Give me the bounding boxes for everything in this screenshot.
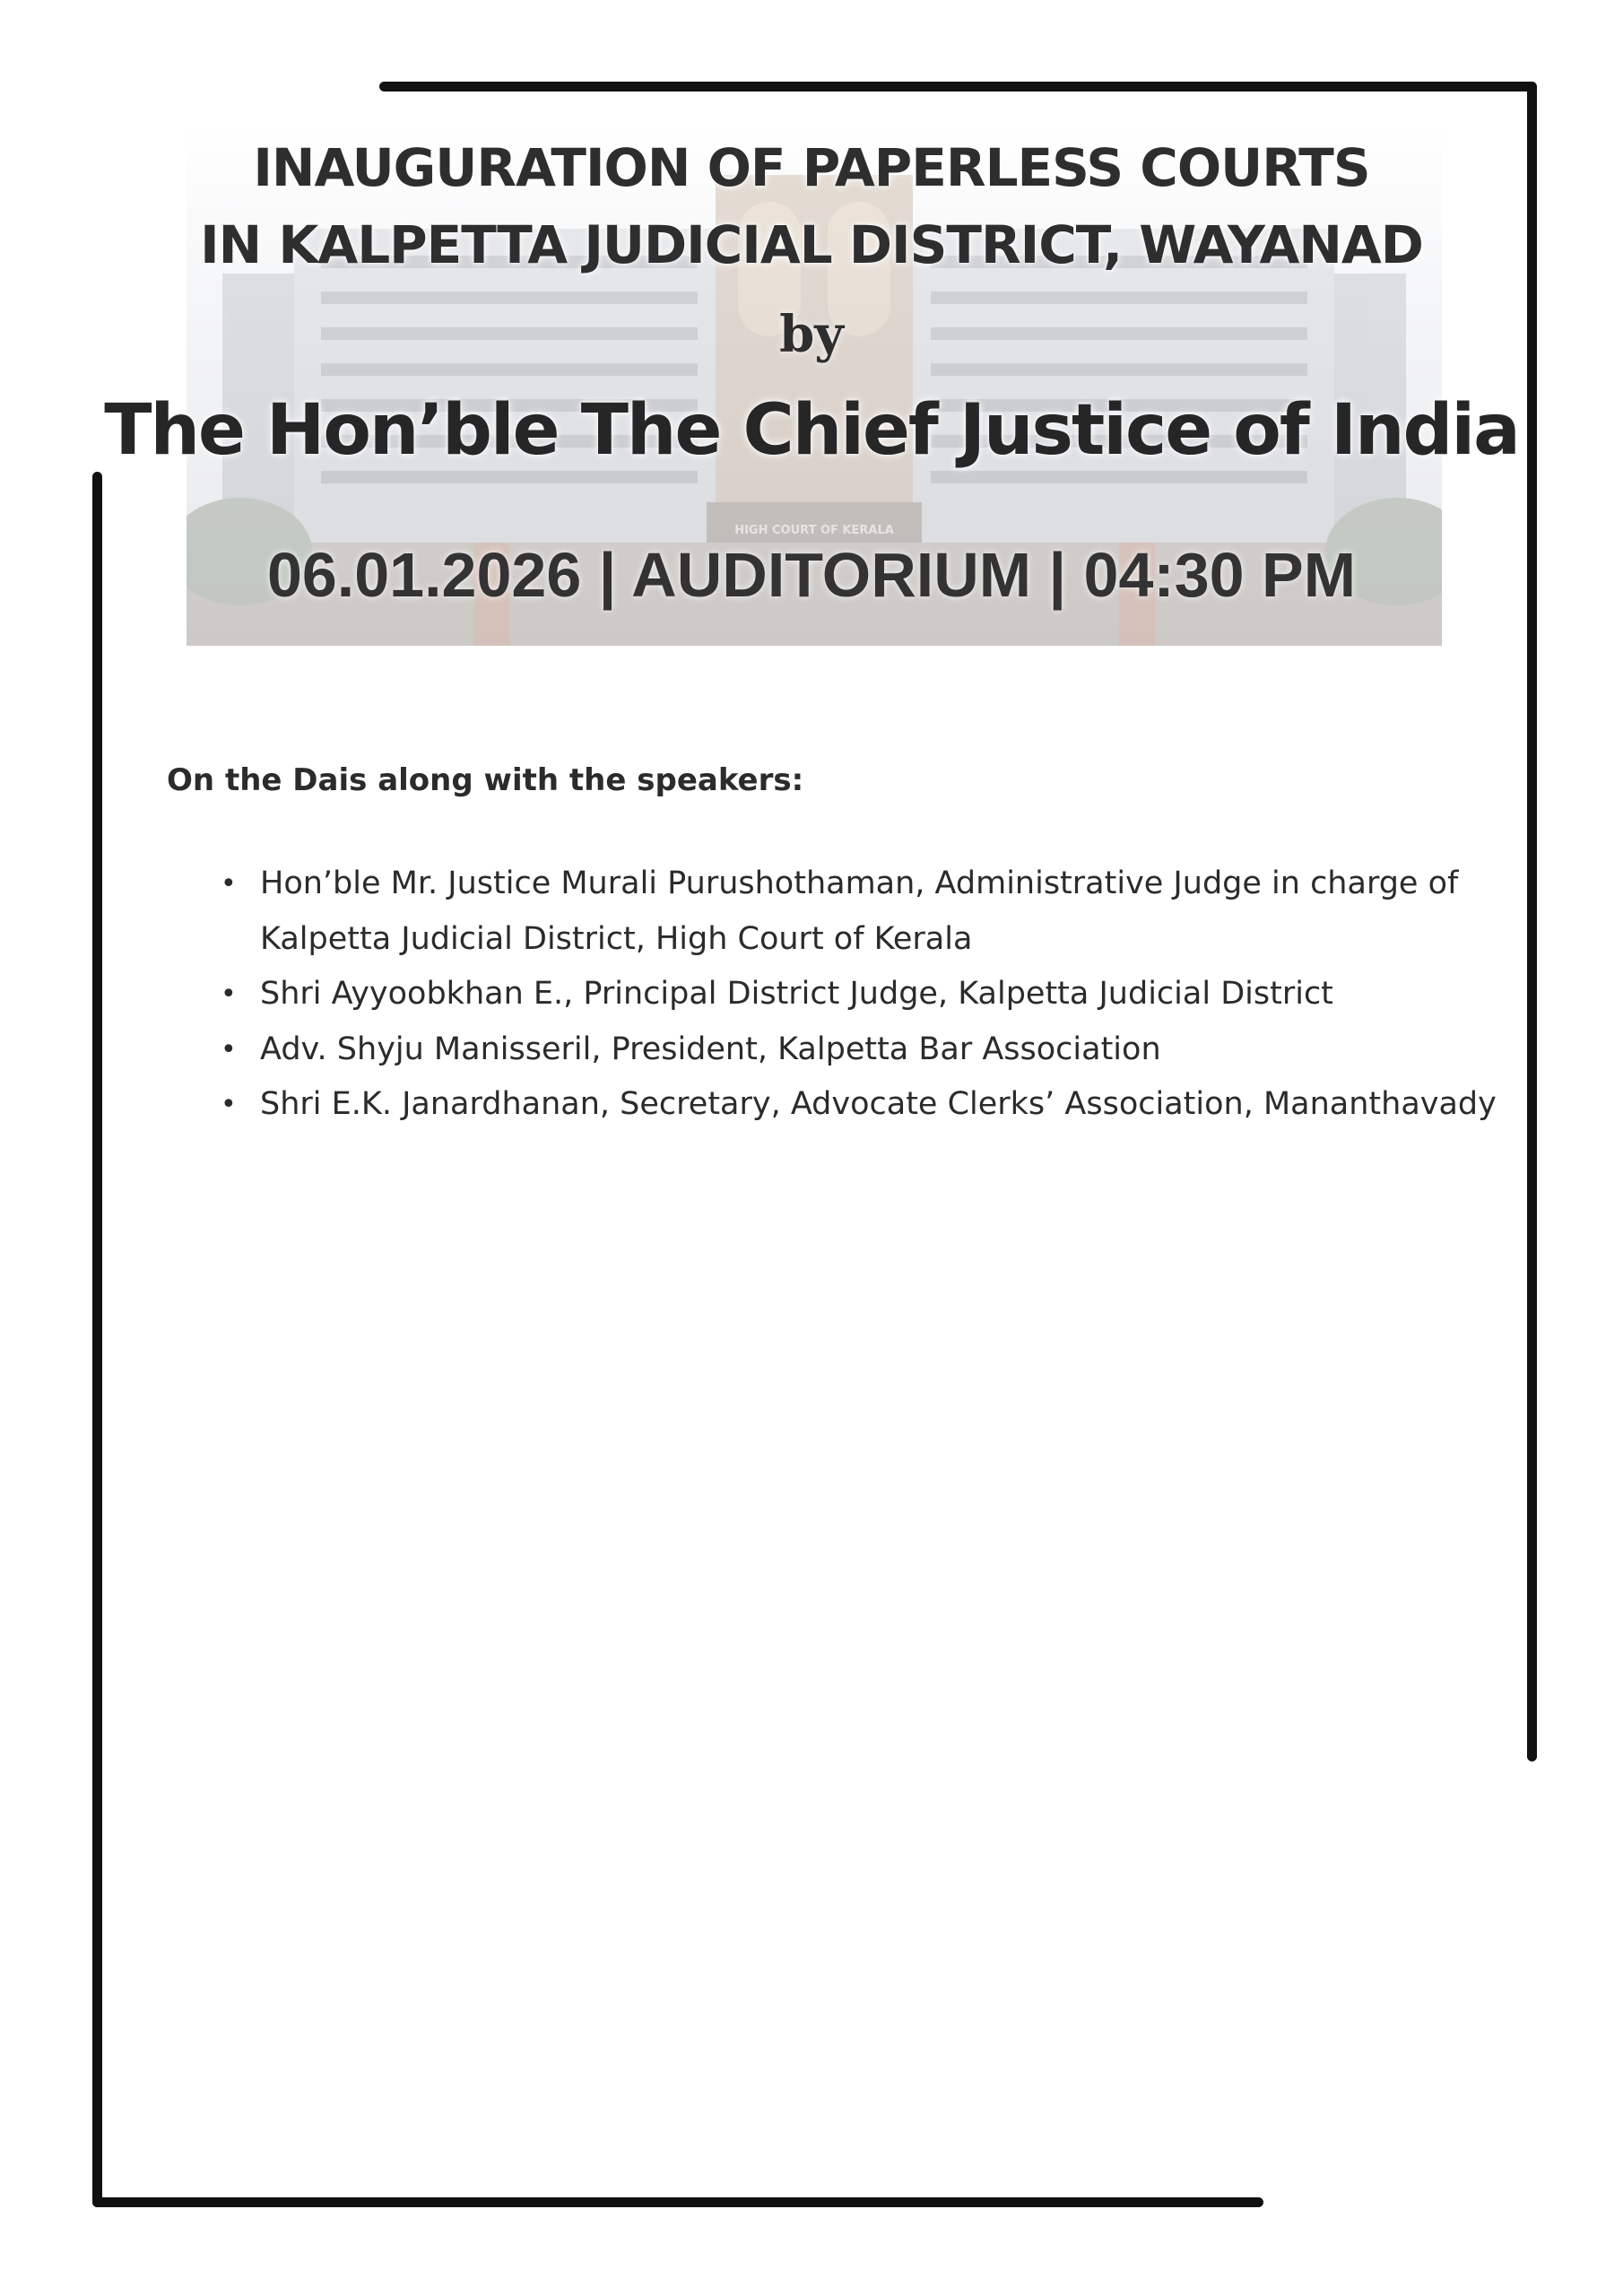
event-details: 06.01.2026 | AUDITORIUM | 04:30 PM [266,540,1357,610]
frame-top-line [379,82,1536,91]
title-line-2: IN KALPETTA JUDICIAL DISTRICT, WAYANAD [200,214,1423,275]
bullet-icon: • [221,868,237,900]
bullet-icon: • [221,978,237,1010]
list-item [221,1022,1512,1078]
dais-member-3: Adv. Shyju Manisseril, President, Kalpetta Bar Association [260,1031,1161,1067]
dais-members-list [221,857,1512,1133]
frame-left-line [92,472,102,2207]
title-line-1: INAUGURATION OF PAPERLESS COURTS [253,137,1370,198]
dais-member-1: Hon’ble Mr. Justice Murali Purushothaman, Administrative Judge in charge of Kalpetta Judicial District, High Court of Kerala [260,865,1459,957]
bullet-icon: • [221,1089,237,1120]
frame-bottom-line [92,2197,1263,2207]
building-sign-text: HIGH COURT OF KERALA [734,524,894,537]
bullet-icon: • [221,1033,237,1065]
dais-member-2: Shri Ayyoobkhan E., Principal District Judge, Kalpetta Judicial District [260,976,1333,1012]
list-item [221,857,1512,967]
chief-guest-title: The Hon’ble The Chief Justice of India [104,390,1519,471]
list-item [221,967,1512,1022]
dais-heading: On the Dais along with the speakers: [167,762,804,798]
list-item [221,1077,1512,1133]
by-text: by [779,305,844,364]
dais-member-4: Shri E.K. Janardhanan, Secretary, Advocate Clerks’ Association, Mananthavady [260,1086,1497,1122]
